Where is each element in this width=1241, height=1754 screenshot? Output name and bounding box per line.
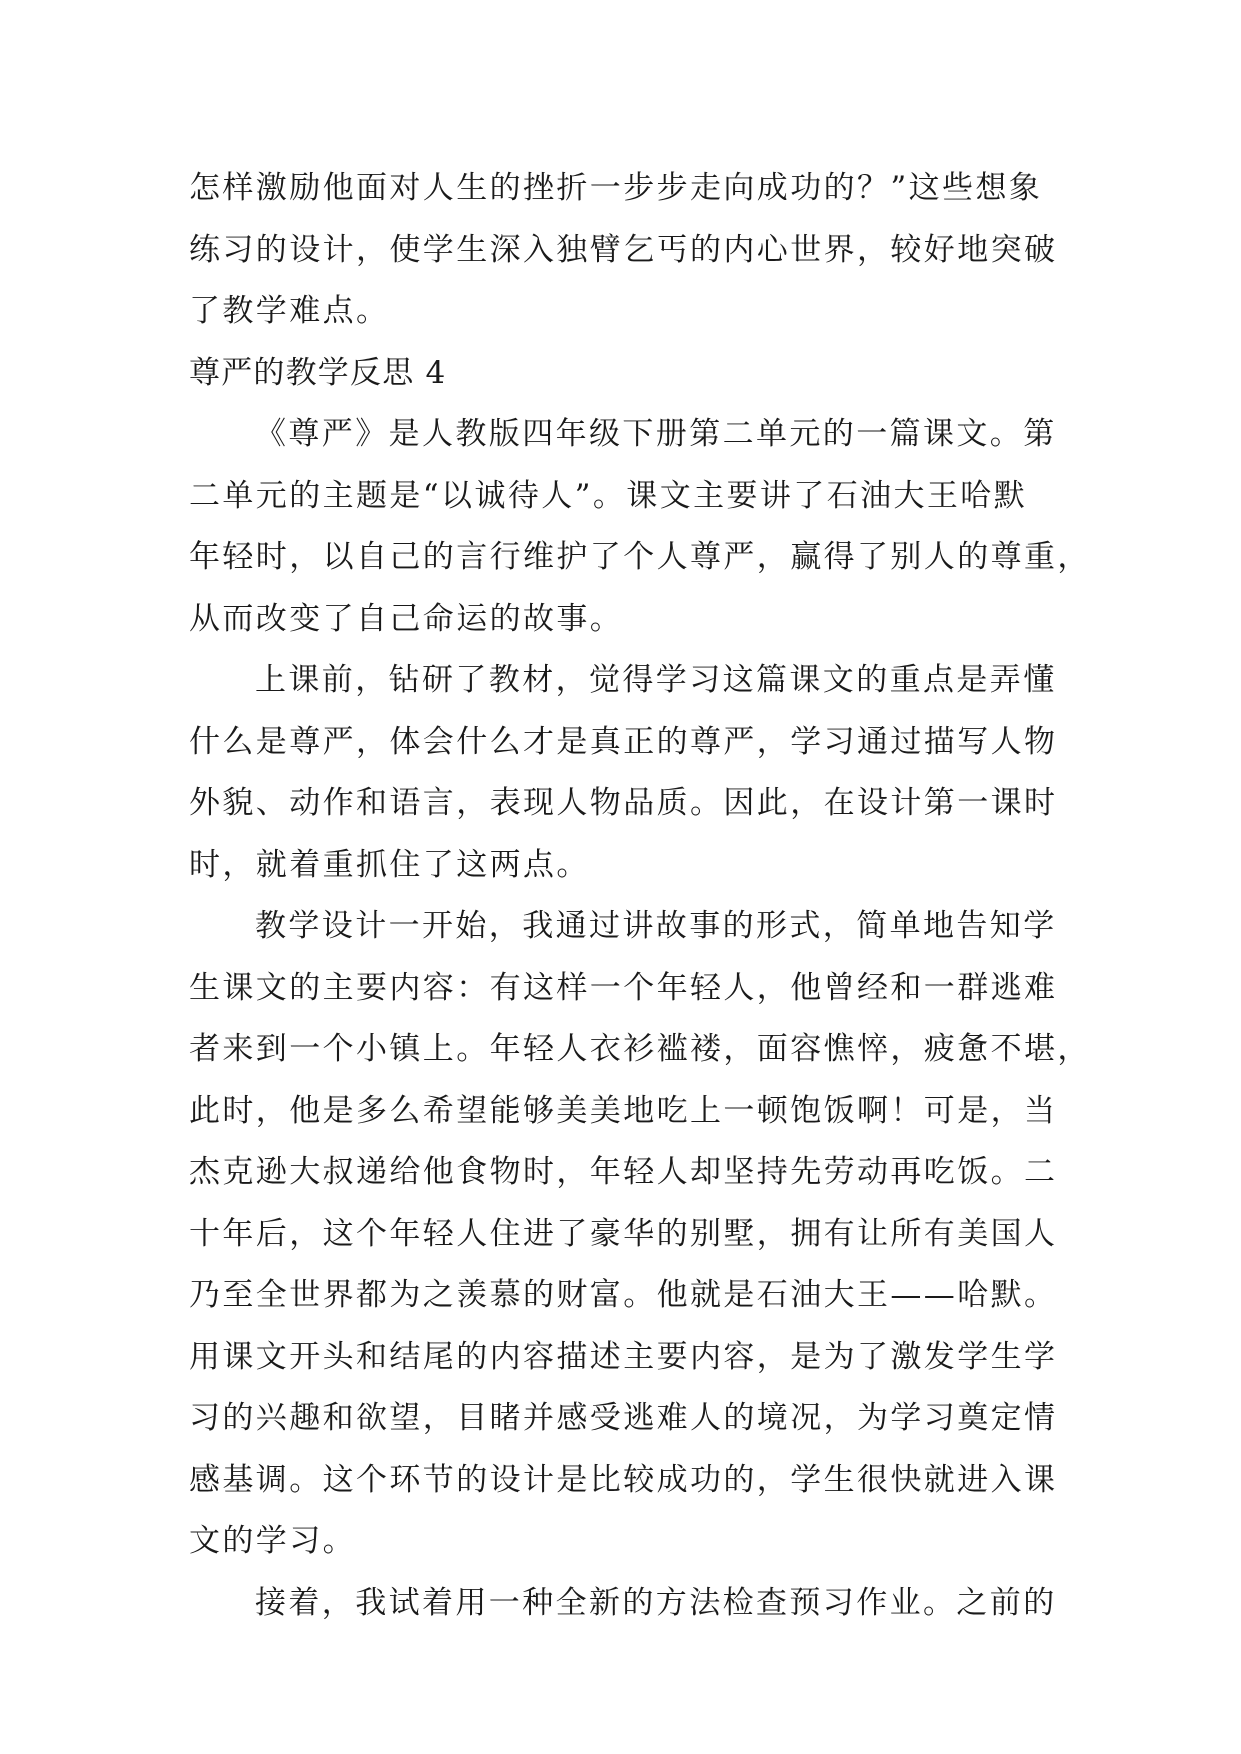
paragraph-first-line: 《尊严》是人教版四年级下册第二单元的一篇课文。第: [255, 416, 1057, 452]
paragraph-first-line: 上课前，钻研了教材，觉得学习这篇课文的重点是弄懂: [255, 662, 1057, 698]
text-line: 十年后，这个年轻人住进了豪华的别墅，拥有让所有美国人: [189, 1215, 1058, 1252]
text-line: 外貌、动作和语言，表现人物品质。因此，在设计第一课时: [189, 785, 1058, 821]
document-body: [189, 158, 1091, 1634]
text-line: 感基调。这个环节的设计是比较成功的，学生很快就进入课: [189, 1461, 1058, 1498]
text-line: 怎样激励他面对人生的挫折一步步走向成功的？”这些想象: [189, 170, 1043, 206]
text-line: 杰克逊大叔递给他食物时，年轻人却坚持先劳动再吃饭。二: [189, 1154, 1058, 1190]
text-line: 了教学难点。: [189, 293, 390, 329]
text-line: 从而改变了自己命运的故事。: [189, 600, 624, 637]
text-line: 时，就着重抓住了这两点。: [189, 846, 590, 883]
text-line: 者来到一个小镇上。年轻人衣衫褴褛，面容憔悴，疲惫不堪，: [189, 1031, 1091, 1067]
text-line: 练习的设计，使学生深入独臂乞丐的内心世界，较好地突破: [189, 231, 1058, 268]
text-line: 文的学习。: [189, 1523, 356, 1559]
text-line: 什么是尊严，体会什么才是真正的尊严，学习通过描写人物: [189, 723, 1058, 760]
text-line: 年轻时，以自己的言行维护了个人尊严，赢得了别人的尊重，: [189, 539, 1091, 575]
text-line: 生课文的主要内容：有这样一个年轻人，他曾经和一群逃难: [189, 969, 1058, 1006]
text-line: 用课文开头和结尾的内容描述主要内容，是为了激发学生学: [189, 1338, 1058, 1375]
text-line: 此时，他是多么希望能够美美地吃上一顿饱饭啊！可是，当: [189, 1092, 1058, 1129]
text-line: 乃至全世界都为之羡慕的财富。他就是石油大王——哈默。: [189, 1277, 1058, 1313]
section-heading: 尊严的教学反思 4: [189, 354, 447, 391]
text-line: 二单元的主题是“以诚待人”。课文主要讲了石油大王哈默: [189, 477, 1028, 514]
paragraph-first-line: 教学设计一开始，我通过讲故事的形式，简单地告知学: [255, 908, 1057, 944]
paragraph-first-line: 接着，我试着用一种全新的方法检查预习作业。之前的: [255, 1584, 1057, 1621]
text-line: 习的兴趣和欲望，目睹并感受逃难人的境况，为学习奠定情: [189, 1400, 1058, 1436]
